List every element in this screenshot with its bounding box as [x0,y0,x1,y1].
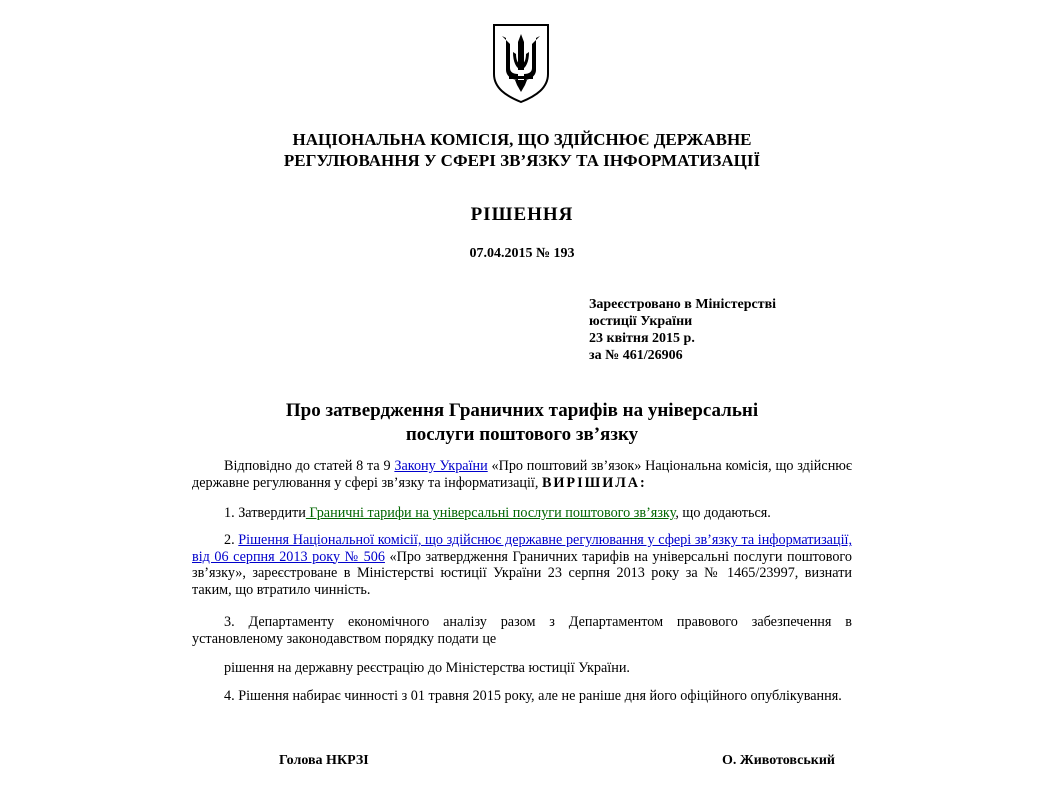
document-date-number: 07.04.2015 № 193 [469,246,575,261]
document-subject [0,399,1044,447]
registration-line-2: юстиції України [589,314,693,329]
paragraph-item-1 [192,505,852,522]
paragraph-item-3: 3. Департаменту економічного аналізу разом з Департаментом правового забезпечення в установленому законодавством порядку подати це [192,614,852,647]
organization-name [0,129,1044,171]
registration-line-1: Зареєстровано в Міністерстві [589,297,777,312]
subject-line-1: Про затвердження Граничних тарифів на універсальні [285,400,759,421]
registration-line-3: 23 квітня 2015 р. [589,331,695,346]
registration-line-4: за № 461/26906 [589,348,683,363]
paragraph-item-3-continued: рішення на державну реєстрацію до Міністерства юстиції України. [224,660,630,676]
document-type: РІШЕННЯ [470,204,574,225]
registration-stamp [589,296,776,364]
organization-line-2: РЕГУЛЮВАННЯ У СФЕРІ ЗВ’ЯЗКУ ТА ІНФОРМАТИЗАЦІЇ [283,151,761,170]
item-2-text-end: «Про затвердження Граничних тарифів на універсальні послуги поштового зв’язку», зареєстроване в Міністерстві юстиції України 23 серпня 2013 року за № 1465/23997, визнати таким, що втратило чинність. [192,548,852,598]
previous-decision-link[interactable]: Рішення Національної комісії, що здійснює державне регулювання у сфері зв’язку та інформатизації, від 06 серпня 2013 року № 506 [192,532,853,565]
paragraph-item-2 [192,532,852,598]
preamble-text-start: Відповідно до статей 8 та 9 [224,458,395,474]
subject-line-2: послуги поштового зв’язку [405,424,639,445]
signatory-name: О. Животовський [722,753,835,768]
item-1-text-end: , що додаються. [675,505,771,521]
tariffs-link[interactable]: Граничні тарифи на універсальні послуги поштового зв’язку [305,505,676,521]
organization-line-1: НАЦІОНАЛЬНА КОМІСІЯ, ЩО ЗДІЙСНЮЄ ДЕРЖАВНЕ [292,130,752,149]
item-1-text-start: 1. Затвердити [224,505,306,521]
paragraph-item-4: 4. Рішення набирає чинності з 01 травня 2015 року, але не раніше дня його офіційного опублікування. [224,688,842,704]
signatory-position: Голова НКРЗІ [279,753,369,768]
resolved-word: ВИРІШИЛА: [541,474,647,491]
preamble-text-end: «Про поштовий зв’язок» Національна комісія, що здійснює державне регулювання у сфері зв’язку та інформатизації, [192,458,852,491]
coat-of-arms-icon [491,22,551,104]
law-link[interactable]: Закону України [394,458,488,474]
item-2-text-start: 2. [224,532,239,548]
paragraph-preamble [192,458,852,491]
